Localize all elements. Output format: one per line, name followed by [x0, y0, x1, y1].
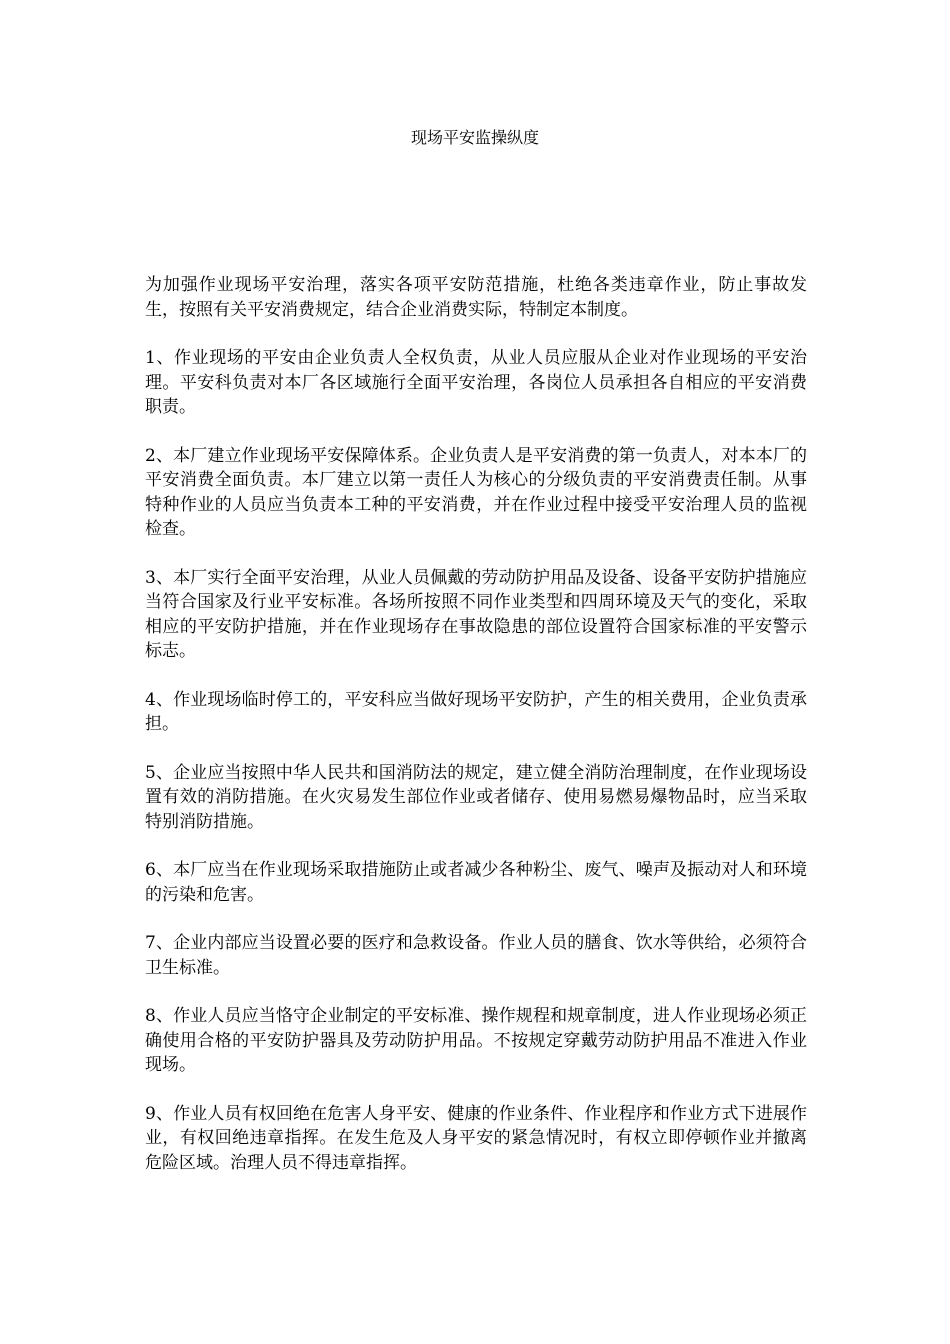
- paragraph-1: 1、作业现场的平安由企业负责人全权负责，从业人员应服从企业对作业现场的平安治理。平安科负责对本厂各区域施行全面平安治理，各岗位人员承担各自相应的平安消费职责。: [145, 348, 807, 417]
- document-title: 现场平安监操纵度: [410, 128, 539, 147]
- document-body: [145, 273, 807, 1199]
- paragraph-7: 7、企业内部应当设置必要的医疗和急救设备。作业人员的膳食、饮水等供给，必须符合卫生标准。: [145, 933, 807, 978]
- paragraph-4: 4、作业现场临时停工的，平安科应当做好现场平安防护，产生的相关费用，企业负责承担。: [145, 689, 807, 734]
- paragraph-5: 5、企业应当按照中华人民共和国消防法的规定，建立健全消防治理制度，在作业现场设置有效的消防措施。在火灾易发生部位作业或者储存、使用易燃易爆物品时，应当采取特别消防措施。: [145, 762, 807, 832]
- paragraph-intro: 为加强作业现场平安治理，落实各项平安防范措施，杜绝各类违章作业，防止事故发生，按照有关平安消费规定，结合企业消费实际，特制定本制度。: [145, 275, 807, 320]
- paragraph-6: 6、本厂应当在作业现场采取措施防止或者减少各种粉尘、废气、噪声及振动对人和环境的污染和危害。: [145, 860, 807, 905]
- paragraph-3: 3、本厂实行全面平安治理，从业人员佩戴的劳动防护用品及设备、设备平安防护措施应当符合国家及行业平安标准。各场所按照不同作业类型和四周环境及天气的变化，采取相应的平安防护措施，并在作业现场存在事故隐患的部位设置符合国家标准的平安警示标志。: [145, 567, 807, 661]
- paragraph-9: 9、作业人员有权回绝在危害人身平安、健康的作业条件、作业程序和作业方式下进展作业，有权回绝违章指挥。在发生危及人身平安的紧急情况时，有权立即停顿作业并撤离危险区域。治理人员不得违章指挥。: [145, 1103, 807, 1173]
- paragraph-2: 2、本厂建立作业现场平安保障体系。企业负责人是平安消费的第一负责人，对本本厂的平安消费全面负责。本厂建立以第一责任人为核心的分级负责的平安消费责任制。从事特种作业的人员应当负责本工种的平安消费，并在作业过程中接受平安治理人员的监视检查。: [145, 445, 807, 539]
- paragraph-8: 8、作业人员应当恪守企业制定的平安标准、操作规程和规章制度，进人作业现场必须正确使用合格的平安防护器具及劳动防护用品。不按规定穿戴劳动防护用品不准进入作业现场。: [145, 1006, 807, 1075]
